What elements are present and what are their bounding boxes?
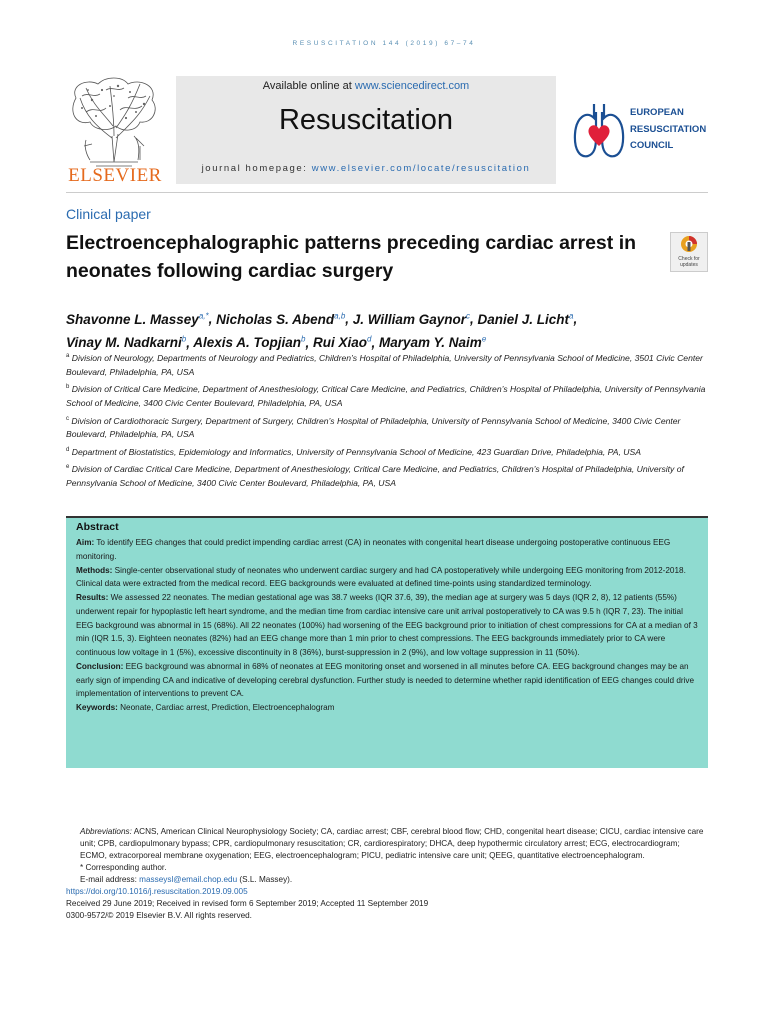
homepage-link[interactable]: www.elsevier.com/locate/resuscitation bbox=[311, 163, 531, 174]
abstract-results: Results: We assessed 22 neonates. The median gestational age was 38.7 weeks (IQR 37.6, 39), the median age at surgery was 5 days (IQR 2, 8), 12 patients (55%) underwent repair for hypoplastic left heart syndrome, and the median time from cardiac intensive care unit arrival postoperatively to CA was 9.5 h (IQR 7, 23). The initial EEG background was abnormal in 15 (68%). All 22 neonates (100%) had worsening of the EEG background prior to initiation of chest compressions for CA at a median of 3 min (IQR 1.5, 3). Eighteen neonates (82%) had an EEG change more than 1 min prior to chest compressions. The EEG backgrounds immediately prior to CA were continuous low voltage in 1 (5%), excessive discontinuity in 8 (36%), burst-suppression in 2 (9%), and low voltage suppression in 11 (50%). bbox=[76, 593, 698, 657]
email-link[interactable]: masseysl@email.chop.edu bbox=[139, 875, 238, 884]
erc-line-1: EUROPEAN bbox=[630, 107, 684, 118]
affiliation: $^a$ Division of Neurology, Departments of Neurology and Pediatrics, Children’s Hospital of Philadelphia, University of Pennsylvania School of Medicine, 3501 Civic Center Boulevard, Philadelphia, PA, USA bbox=[66, 352, 703, 377]
abstract-body bbox=[76, 536, 702, 715]
sciencedirect-link[interactable]: www.sciencedirect.com bbox=[354, 80, 470, 92]
abstract-heading: Abstract bbox=[76, 521, 119, 533]
erc-lungs-heart-icon bbox=[572, 98, 626, 162]
affiliation: $^d$ Department of Biostatistics, Epidemiology and Informatics, University of Pennsylvania School of Medicine, 423 Guardian Drive, Philadelphia, PA, USA bbox=[66, 446, 641, 457]
abbreviations: Abbreviations: ACNS, American Clinical Neurophysiology Society; CA, cardiac arrest; CBF, cerebral blood flow; CHD, congenital heart disease; CICU, cardiac intensive care unit; CPB, cardiopulmonary bypass; CPR, cardiopulmonary resuscitation; CR, cardiorespiratory; DHCA, deep hypothermic circulatory arrest; ECG, electrocardiogram; ECMO, extracorporeal membrane oxygenation; EEG, electroencephalogram; PICU, pediatric intensive care unit; QEEG, quantitative electroencephalogram. bbox=[80, 827, 704, 860]
erc-line-2: RESUSCITATION bbox=[630, 123, 707, 135]
affiliations bbox=[66, 350, 708, 493]
received-dates: Received 29 June 2019; Received in revised form 6 September 2019; Accepted 11 September 2019 bbox=[66, 899, 429, 908]
homepage-prefix: journal homepage: bbox=[201, 163, 312, 174]
doi-link[interactable]: https://doi.org/10.1016/j.resuscitation.2019.09.005 bbox=[66, 887, 248, 896]
affiliation: $^e$ Division of Cardiac Critical Care Medicine, Department of Anesthesiology, Critical Care Medicine, and Pediatrics, Children’s Hospital of Philadelphia, University of Pennsylvania School of Medicine, 3400 Civic Center Boulevard, Philadelphia, PA, USA bbox=[66, 464, 684, 488]
footnotes bbox=[66, 826, 708, 922]
author[interactable]: Alexis A. Topjian$^b$ bbox=[193, 334, 306, 350]
author[interactable]: Shavonne L. Massey$^{a,*}$ bbox=[66, 311, 209, 327]
author[interactable]: Nicholas S. Abend$^{a,b}$ bbox=[216, 311, 346, 327]
author-list: Shavonne L. Massey$^{a,*}$, Nicholas S. Abend$^{a,b}$, J. William Gaynor$^c$, Daniel J. Licht$^a$, Vinay M. Nadkarni$^b$, Alexis A. Topjian$^b$, Rui Xiao$^d$, Maryam Y. Naim$^e$ bbox=[66, 311, 578, 350]
abstract-methods: Methods: Single-center observational study of neonates who underwent cardiac surgery and had CA postoperatively while undergoing EEG monitoring from 2012-2018. Clinical data were extracted from the medical record. EEG backgrounds were evaluated at defined time-points using standardized terminology. bbox=[76, 565, 686, 589]
author[interactable]: Rui Xiao$^d$ bbox=[313, 334, 372, 350]
author[interactable]: Maryam Y. Naim$^e$ bbox=[379, 334, 487, 350]
abstract-aim: Aim: To identify EEG changes that could predict impending cardiac arrest (CA) in neonates with congenital heart disease undergoing postoperative continuous EEG monitoring. bbox=[76, 538, 671, 561]
copyright: 0300-9572/© 2019 Elsevier B.V. All rights reserved. bbox=[66, 911, 252, 920]
crossmark-label: Check for updates bbox=[678, 256, 700, 268]
affiliation: $^c$ Division of Cardiothoracic Surgery, Department of Surgery, Children’s Hospital of Philadelphia, University of Pennsylvania School of Medicine, 3400 Civic Center Boulevard, Philadelphia, PA, USA bbox=[66, 415, 681, 440]
erc-line-3: COUNCIL bbox=[630, 140, 674, 151]
corresponding-author: * Corresponding author. bbox=[80, 863, 167, 872]
crossmark-icon bbox=[671, 233, 707, 255]
author[interactable]: Daniel J. Licht$^a$ bbox=[477, 311, 574, 327]
abstract-conclusion: Conclusion: EEG background was abnormal in 68% of neonates at EEG monitoring onset and worsened in all minutes before CA. EEG background changes may be an early sign of impending CA and indicative of developing cerebral dysfunction. Further study is needed to determine whether rapid identification of EEG changes could drive implementation of interventions to prevent CA. bbox=[76, 661, 695, 699]
header-divider bbox=[66, 192, 708, 193]
section-label: Clinical paper bbox=[66, 206, 151, 222]
abstract-keywords: Keywords: Neonate, Cardiac arrest, Prediction, Electroencephalogram bbox=[76, 703, 335, 712]
article-title: Electroencephalographic patterns preceding cardiac arrest in neonates following cardiac surgery bbox=[66, 232, 637, 282]
journal-title: Resuscitation bbox=[278, 104, 454, 136]
email-line: E-mail address: masseysl@email.chop.edu (S.L. Massey). bbox=[80, 875, 293, 884]
author[interactable]: Vinay M. Nadkarni$^b$ bbox=[66, 334, 187, 350]
elsevier-wordmark: ELSEVIER bbox=[68, 165, 162, 186]
affiliation: $^b$ Division of Critical Care Medicine, Department of Anesthesiology, Critical Care Medicine, and Pediatrics, Children’s Hospital of Philadelphia, University of Pennsylvania School of Medicine, 3400 Civic Center Boulevard, Philadelphia, PA, USA bbox=[66, 384, 706, 408]
available-online bbox=[176, 80, 556, 92]
erc-wordmark bbox=[630, 105, 706, 155]
running-header: RESUSCITATION 144 (2019) 67–74 bbox=[292, 40, 476, 47]
author[interactable]: J. William Gaynor$^c$ bbox=[352, 311, 470, 327]
journal-homepage bbox=[176, 163, 556, 174]
available-prefix: Available online at bbox=[262, 80, 355, 92]
